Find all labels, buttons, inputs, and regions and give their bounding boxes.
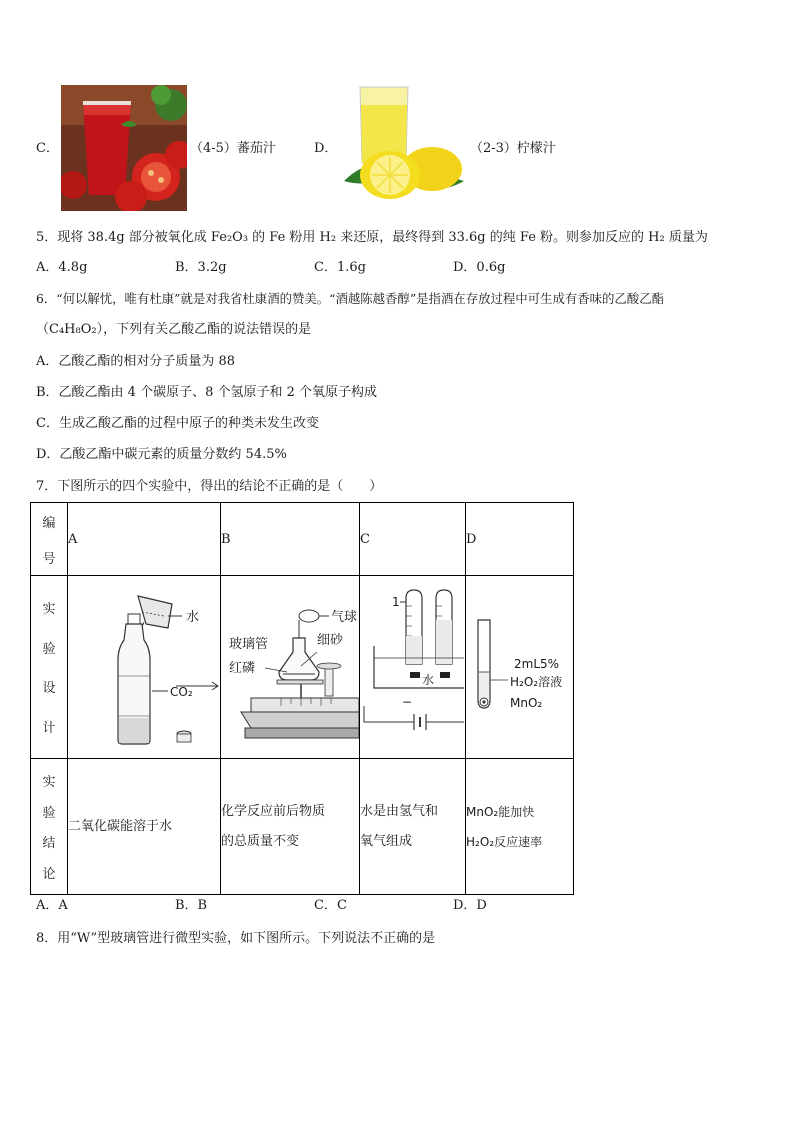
label-concentration: 2mL5%	[514, 657, 560, 671]
conclusion-c-line: 氧气组成	[360, 833, 413, 849]
column-d-header: D	[466, 503, 574, 576]
q7-stem: 7．下图所示的四个实验中，得出的结论不正确的是（ ）	[36, 479, 383, 494]
label-water: 水	[422, 673, 435, 687]
header-conclusion-char: 验	[42, 805, 56, 821]
option-c-letter: C．	[36, 141, 59, 156]
label-red-phosphorus: 红磷	[229, 661, 256, 676]
q6-option-b: B．乙酸乙酯由 4 个碳原子、8 个氢原子和 2 个氧原子构成	[36, 385, 378, 400]
column-a-header: A	[68, 503, 221, 576]
q6-stem-line2: （C₄H₈O₂），下列有关乙酸乙酯的说法错误的是	[36, 322, 312, 337]
header-conclusion-char: 论	[42, 867, 56, 883]
q5-option-a: A．4.8g	[36, 260, 88, 275]
label-water: 水	[186, 610, 200, 625]
header-design-char: 验	[42, 641, 56, 657]
header-conclusion-char: 实	[42, 774, 56, 790]
column-b-header: B	[221, 503, 360, 576]
q7-option-d: D．D	[453, 898, 487, 913]
design-c-cell	[360, 576, 466, 759]
q6-option-d: D．乙酸乙酯中碳元素的质量分数约 54.5%	[36, 447, 287, 462]
label-mno2: MnO₂	[510, 696, 543, 710]
q5-option-c: C．1.6g	[314, 260, 366, 275]
option-d-text: （2-3）柠檬汁	[470, 141, 556, 156]
label-sand: 细砂	[317, 633, 344, 648]
header-number-cell	[31, 503, 68, 576]
q5-stem: 5．现将 38.4g 部分被氧化成 Fe₂O₃ 的 Fe 粉用 H₂ 来还原，最终得到 33.6g 的纯 Fe 粉。则参加反应的 H₂ 质量为	[36, 230, 708, 245]
conclusion-d-line: MnO₂能加快	[466, 804, 535, 819]
conclusion-b-line: 的总质量不变	[221, 833, 300, 849]
conclusion-b-line: 化学反应前后物质	[221, 803, 326, 819]
option-c-text: （4-5）蕃茄汁	[190, 141, 276, 156]
q5-option-d: D．0.6g	[453, 260, 506, 275]
q7-option-a: A．A	[36, 898, 68, 913]
label-minus: −	[402, 695, 413, 709]
q6-stem-line1: 6．“何以解忧，唯有杜康”就是对我省杜康酒的赞美。“酒越陈越香醇”是指酒在存放过程中可生成有香味的乙酸乙酯	[36, 291, 664, 306]
header-design-char: 设	[42, 681, 56, 697]
experiment-table	[30, 502, 574, 895]
q7-option-c: C．C	[314, 898, 347, 913]
label-co2: CO₂	[170, 685, 193, 699]
conclusion-b	[221, 759, 360, 895]
design-b-cell	[221, 576, 360, 759]
design-a-diagram	[68, 576, 220, 754]
conclusion-d	[466, 759, 574, 895]
q7-option-b: B．B	[175, 898, 208, 913]
tomato-juice-image	[61, 85, 187, 211]
design-b-diagram	[221, 576, 359, 754]
header-design-char: 实	[42, 602, 56, 618]
column-c-header: C	[360, 503, 466, 576]
header-conclusion-cell	[31, 759, 68, 895]
conclusion-d-line: H₂O₂反应速率	[466, 834, 543, 849]
q5-option-b: B．3.2g	[175, 260, 227, 275]
label-glass-tube: 玻璃管	[229, 637, 269, 652]
q6-option-c: C．生成乙酸乙酯的过程中原子的种类未发生改变	[36, 416, 319, 431]
label-tube-1: 1	[392, 595, 400, 609]
design-d-cell	[466, 576, 574, 759]
label-h2o2-solution: H₂O₂溶液	[510, 675, 563, 689]
q8-stem: 8．用“W”型玻璃管进行微型实验，如下图所示。下列说法不正确的是	[36, 931, 436, 946]
header-conclusion-char: 结	[42, 836, 56, 852]
header-number-char: 号	[42, 551, 56, 567]
label-balloon: 气球	[331, 610, 358, 625]
option-d-letter: D．	[314, 141, 338, 156]
design-a-cell	[68, 576, 221, 759]
design-c-diagram	[360, 576, 465, 754]
lemon-juice-image	[340, 85, 466, 200]
header-number-char: 编	[42, 515, 56, 531]
conclusion-a: 二氧化碳能溶于水	[68, 759, 221, 895]
q6-option-a: A．乙酸乙酯的相对分子质量为 88	[36, 354, 236, 369]
conclusion-c	[360, 759, 466, 895]
conclusion-c-line: 水是由氢气和	[360, 803, 439, 819]
header-design-char: 计	[42, 720, 56, 736]
design-d-diagram	[466, 576, 573, 754]
header-design-cell	[31, 576, 68, 759]
